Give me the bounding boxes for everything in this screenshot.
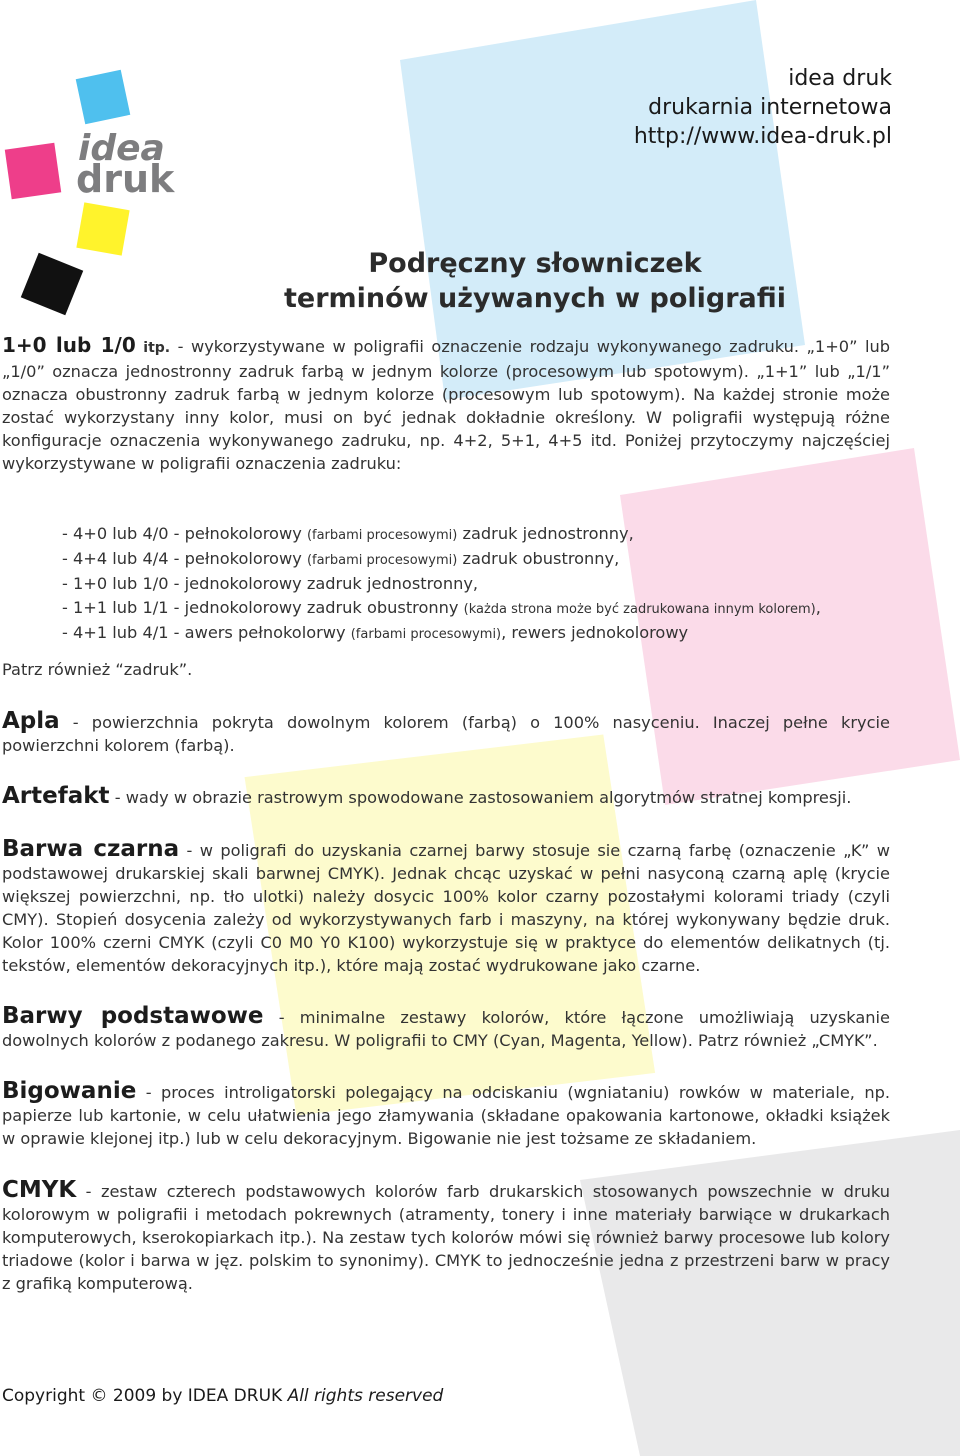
entry-body: - proces introligatorski polegający na odciskaniu (wgniataniu) rowków w materiale, np. papierze lub kartonie, w celu ułatwienia jego złamywania (składane opakowania kartonowe, okładki książek w oprawie klejonej itp.) lub w celu dekoracyjnym. Bigowanie nie jest tożsame ze składaniem. <box>2 1083 890 1148</box>
company-tagline: drukarnia internetowa <box>648 95 892 120</box>
company-url[interactable]: http://www.idea-druk.pl <box>633 124 892 149</box>
entry-term: Barwy podstawowe <box>2 1003 264 1029</box>
entry-bigowanie <box>2 1080 890 1150</box>
page-title <box>240 246 830 316</box>
company-header <box>634 64 892 151</box>
entry-term: Bigowanie <box>2 1078 137 1104</box>
title-line-1: Podręczny słowniczek <box>368 248 702 279</box>
logo-word-idea: idea <box>78 128 165 169</box>
entry-body: - wady w obrazie rastrowym spowodowane zastosowaniem algorytmów stratnej kompresji. <box>109 788 852 807</box>
list-item: - 1+0 lub 1/0 - jednokolorowy zadruk jednostronny, <box>62 574 479 594</box>
logo-yellow-square <box>76 202 129 255</box>
see-also-note: Patrz również “zadruk”. <box>2 660 193 679</box>
entry-barwa-czarna <box>2 838 890 977</box>
entry-1-0 <box>2 334 890 475</box>
logo-word-druk: druk <box>76 157 175 201</box>
entry-term: Artefakt <box>2 783 110 809</box>
entry-body: - minimalne zestawy kolorów, które łączone umożliwiają uzyskanie dowolnych kolorów z podanego zakresu. W poligrafii to CMY (Cyan, Magenta, Yellow). Patrz również „CMYK”. <box>2 1008 890 1050</box>
idea-druk-logo <box>0 60 190 330</box>
logo-magenta-square <box>5 143 61 199</box>
copyright-text: Copyright © 2009 by IDEA DRUK <box>2 1386 288 1406</box>
list-item: - 4+1 lub 4/1 - awers pełnokolorwy (farbami procesowymi), rewers jednokolorowy <box>62 622 689 642</box>
print-config-list <box>62 522 902 646</box>
entry-term-abbr: itp. <box>143 340 171 356</box>
list-item: - 4+0 lub 4/0 - pełnokolorowy (farbami procesowymi) zadruk jednostronny, <box>62 524 634 543</box>
rights-text: All rights reserved <box>287 1386 444 1406</box>
logo-black-square <box>21 253 83 315</box>
entry-barwy-podstawowe <box>2 1005 890 1052</box>
list-item: - 1+1 lub 1/1 - jednokolorowy zadruk obustronny (każda strona może być zadrukowana innym kolorem), <box>62 597 821 617</box>
entry-body: - powierzchnia pokryta dowolnym kolorem (farbą) o 100% nasyceniu. Inaczej pełne krycie powierzchni kolorem (farbą). <box>2 713 890 755</box>
logo-cyan-square <box>76 70 131 125</box>
title-line-2: terminów używanych w poligrafii <box>283 283 787 314</box>
company-name: idea druk <box>788 66 892 91</box>
entry-term: Barwa czarna <box>2 836 180 862</box>
entry-cmyk <box>2 1179 890 1295</box>
entry-artefakt <box>2 785 890 809</box>
entry-term: CMYK <box>2 1177 77 1203</box>
list-item: - 4+4 lub 4/4 - pełnokolorowy (farbami procesowymi) zadruk obustronny, <box>62 549 620 569</box>
entry-body: - zestaw czterech podstawowych kolorów farb drukarskich stosowanych powszechnie w druku kolorowym w poligrafii i metodach pokrewnych (atramenty, tonery i inne materiały barwiące w drukarkach komputerowych, kserokopiarkach itp.). Na zestaw tych kolorów mówi się również barwy procesowe lub kolory triadowe (kolor i barwa w jęz. polskim to synonimy). CMYK to jednocześnie jedna z przestrzeni barw w pracy z grafiką komputerową. <box>2 1182 890 1293</box>
entry-term: Apla <box>2 708 60 734</box>
copyright-footer <box>2 1386 443 1406</box>
entry-apla <box>2 710 890 757</box>
entry-body: - w poligrafi do uzyskania czarnej barwy stosuje sie czarną farbę (oznaczenie „K” w podstawowej drukarskiej skali barwnej CMYK). Jednak chcąc uzyskać w pełni nasyconą czarną aplę (krycie większej powierzchni, np. tło ulotki) należy dosycic 100% kolor czarny pozostałymi kolorami triady (czyli CMY). Stopień dosycenia zależy od wykorzystywanych farb i maszyny, na której wykonywany będzie druk. Kolor 100% czerni CMYK (czyli C0 M0 Y0 K100) wykorzystuje się w praktyce do elementów delikatnych (tj. tekstów, elementów dekoracyjnych itp.), które mają zostać wydrukowane jako czarne. <box>2 841 890 975</box>
entry-term: 1+0 lub 1/0 <box>2 333 136 357</box>
entry-body: - wykorzystywane w poligrafii oznaczenie rodzaju wykonywanego zadruku. „1+0” lub „1/0” oznacza jednostronny zadruk farbą w jednym kolorze (procesowym lub spotowym). „1+1” lub „1/1” oznacza obustronny zadruk farbą w jednym kolorze (procesowym lub spotowym). Na każdej stronie może zostać wykorzystany inny kolor, musi on być jednak dokładnie określony. W poligrafii występują różne konfiguracje oznaczenia wykonywanego zadruku, np. 4+2, 5+1, 4+5 itd. Poniżej przytoczymy najczęściej wykorzystywane w poligrafii oznaczenia zadruku: <box>2 337 891 473</box>
